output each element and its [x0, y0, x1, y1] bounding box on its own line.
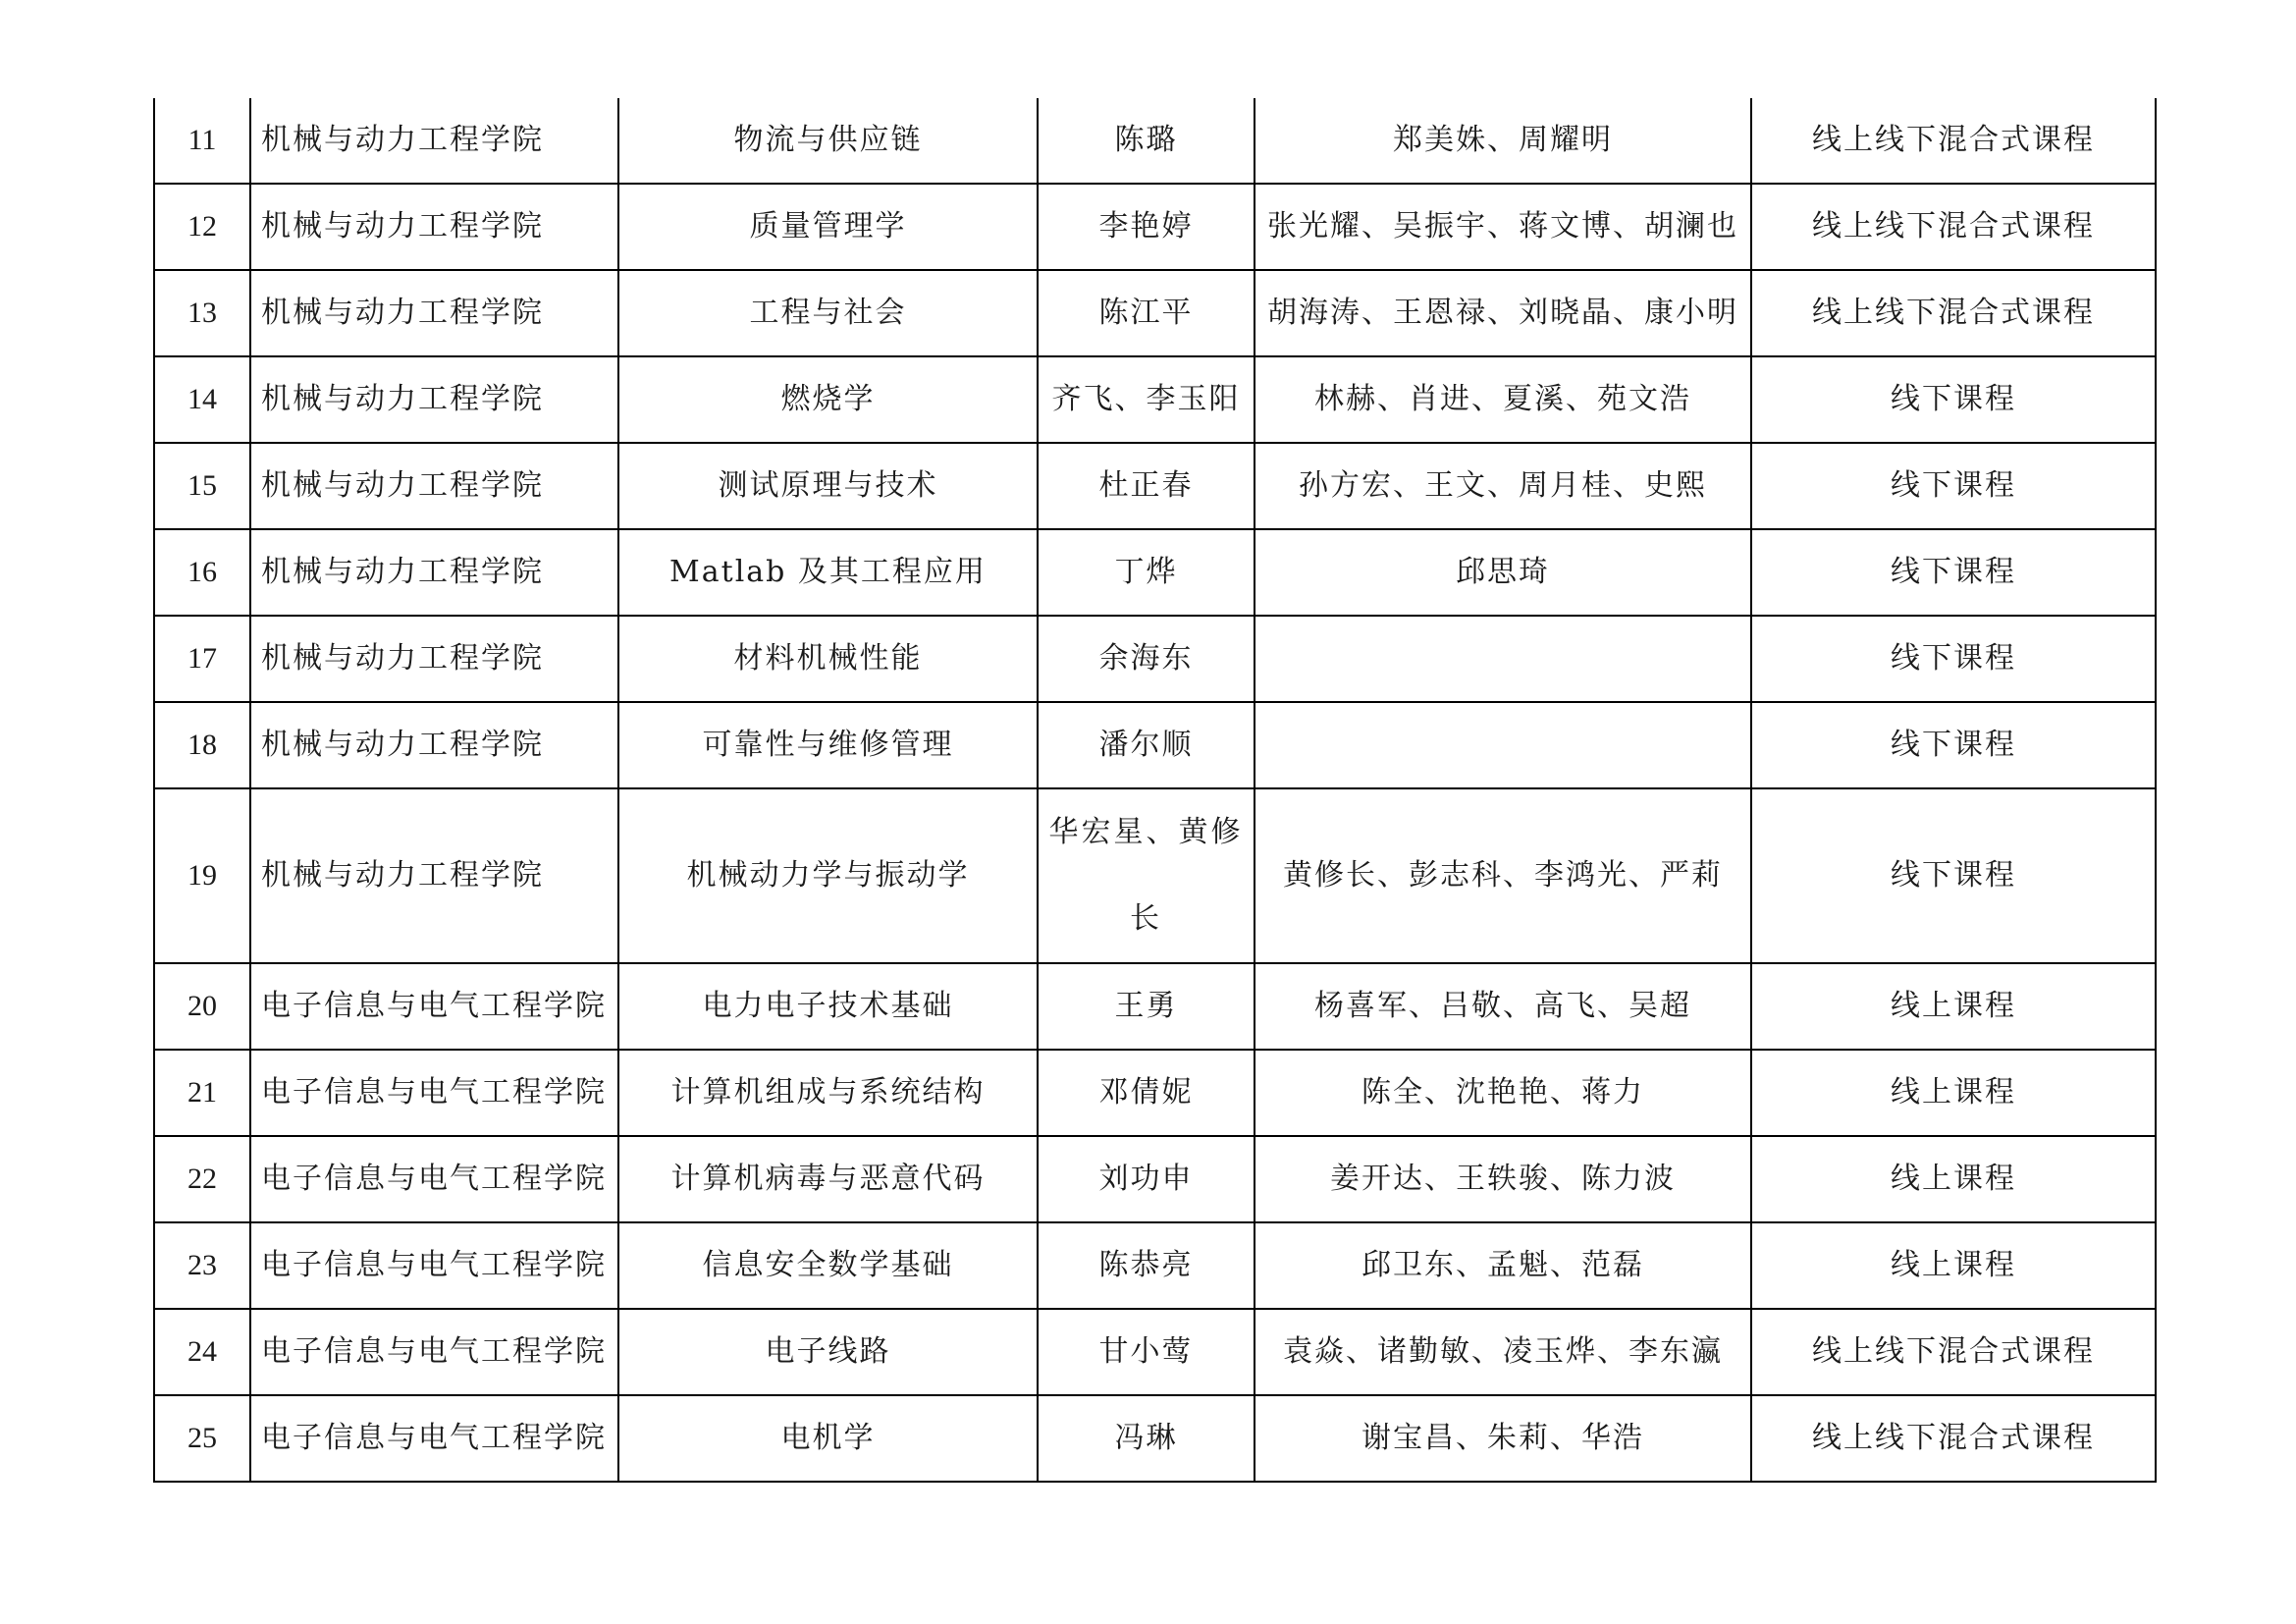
team-members-cell: 袁焱、诸勤敏、凌玉烨、李东瀛	[1255, 1309, 1751, 1395]
course-type-cell: 线下课程	[1751, 443, 2156, 529]
table-row	[154, 270, 2156, 356]
team-members-cell: 黄修长、彭志科、李鸿光、严莉	[1255, 788, 1751, 963]
course-name-cell: 计算机组成与系统结构	[618, 1050, 1038, 1136]
course-type-cell: 线上线下混合式课程	[1751, 184, 2156, 270]
team-members-cell	[1255, 702, 1751, 788]
course-type-cell: 线上线下混合式课程	[1751, 1395, 2156, 1482]
team-members-cell: 邱思琦	[1255, 529, 1751, 616]
course-name-cell: 机械动力学与振动学	[618, 788, 1038, 963]
college-cell: 机械与动力工程学院	[250, 616, 618, 702]
course-name-cell: 工程与社会	[618, 270, 1038, 356]
course-type-cell: 线上课程	[1751, 1050, 2156, 1136]
team-members-cell: 郑美姝、周耀明	[1255, 98, 1751, 184]
team-members-cell: 谢宝昌、朱莉、华浩	[1255, 1395, 1751, 1482]
course-type-cell: 线上线下混合式课程	[1751, 98, 2156, 184]
course-type-cell: 线上线下混合式课程	[1751, 1309, 2156, 1395]
course-name-cell: 电机学	[618, 1395, 1038, 1482]
college-cell: 机械与动力工程学院	[250, 184, 618, 270]
college-cell: 电子信息与电气工程学院	[250, 963, 618, 1050]
course-type-cell: 线上课程	[1751, 963, 2156, 1050]
lead-teacher-cell: 陈江平	[1038, 270, 1255, 356]
lead-teacher-cell: 丁烨	[1038, 529, 1255, 616]
row-number: 22	[154, 1136, 250, 1222]
table-row	[154, 356, 2156, 443]
course-name-cell: 物流与供应链	[618, 98, 1038, 184]
course-name-cell: 质量管理学	[618, 184, 1038, 270]
lead-teacher-cell: 杜正春	[1038, 443, 1255, 529]
lead-teacher-cell: 刘功申	[1038, 1136, 1255, 1222]
lead-teacher-cell: 华宏星、黄修长	[1038, 788, 1255, 963]
table-row	[154, 788, 2156, 963]
team-members-cell: 邱卫东、孟魁、范磊	[1255, 1222, 1751, 1309]
college-cell: 机械与动力工程学院	[250, 270, 618, 356]
course-name-cell: Matlab 及其工程应用	[618, 529, 1038, 616]
team-members-cell: 林赫、肖进、夏溪、苑文浩	[1255, 356, 1751, 443]
table-row	[154, 963, 2156, 1050]
team-members-cell: 陈全、沈艳艳、蒋力	[1255, 1050, 1751, 1136]
course-name-cell: 信息安全数学基础	[618, 1222, 1038, 1309]
team-members-cell: 姜开达、王轶骏、陈力波	[1255, 1136, 1751, 1222]
table-row	[154, 1050, 2156, 1136]
team-members-cell: 胡海涛、王恩禄、刘晓晶、康小明	[1255, 270, 1751, 356]
college-cell: 电子信息与电气工程学院	[250, 1222, 618, 1309]
college-cell: 机械与动力工程学院	[250, 98, 618, 184]
row-number: 13	[154, 270, 250, 356]
row-number: 11	[154, 98, 250, 184]
row-number: 14	[154, 356, 250, 443]
college-cell: 电子信息与电气工程学院	[250, 1309, 618, 1395]
course-table	[153, 98, 2157, 1483]
course-name-cell: 测试原理与技术	[618, 443, 1038, 529]
college-cell: 电子信息与电气工程学院	[250, 1395, 618, 1482]
row-number: 20	[154, 963, 250, 1050]
course-name-cell: 电子线路	[618, 1309, 1038, 1395]
course-type-cell: 线下课程	[1751, 616, 2156, 702]
course-type-cell: 线下课程	[1751, 356, 2156, 443]
table-row	[154, 529, 2156, 616]
team-members-cell	[1255, 616, 1751, 702]
row-number: 17	[154, 616, 250, 702]
lead-teacher-cell: 邓倩妮	[1038, 1050, 1255, 1136]
course-list-page	[153, 98, 2157, 1483]
course-type-cell: 线上课程	[1751, 1136, 2156, 1222]
row-number: 19	[154, 788, 250, 963]
lead-teacher-cell: 冯琳	[1038, 1395, 1255, 1482]
lead-teacher-cell: 甘小莺	[1038, 1309, 1255, 1395]
course-name-cell: 可靠性与维修管理	[618, 702, 1038, 788]
row-number: 21	[154, 1050, 250, 1136]
course-name-cell: 计算机病毒与恶意代码	[618, 1136, 1038, 1222]
row-number: 23	[154, 1222, 250, 1309]
row-number: 15	[154, 443, 250, 529]
course-type-cell: 线上课程	[1751, 1222, 2156, 1309]
college-cell: 机械与动力工程学院	[250, 788, 618, 963]
row-number: 24	[154, 1309, 250, 1395]
lead-teacher-cell: 齐飞、李玉阳	[1038, 356, 1255, 443]
college-cell: 机械与动力工程学院	[250, 356, 618, 443]
course-type-cell: 线上线下混合式课程	[1751, 270, 2156, 356]
row-number: 25	[154, 1395, 250, 1482]
college-cell: 电子信息与电气工程学院	[250, 1050, 618, 1136]
table-row	[154, 443, 2156, 529]
lead-teacher-cell: 陈璐	[1038, 98, 1255, 184]
course-name-cell: 材料机械性能	[618, 616, 1038, 702]
team-members-cell: 杨喜军、吕敬、高飞、吴超	[1255, 963, 1751, 1050]
table-row	[154, 1309, 2156, 1395]
college-cell: 机械与动力工程学院	[250, 529, 618, 616]
lead-teacher-cell: 潘尔顺	[1038, 702, 1255, 788]
college-cell: 机械与动力工程学院	[250, 443, 618, 529]
college-cell: 电子信息与电气工程学院	[250, 1136, 618, 1222]
table-row	[154, 184, 2156, 270]
lead-teacher-cell: 王勇	[1038, 963, 1255, 1050]
table-row	[154, 1222, 2156, 1309]
table-row	[154, 616, 2156, 702]
table-row	[154, 98, 2156, 184]
row-number: 18	[154, 702, 250, 788]
table-row	[154, 702, 2156, 788]
college-cell: 机械与动力工程学院	[250, 702, 618, 788]
lead-teacher-cell: 李艳婷	[1038, 184, 1255, 270]
table-row	[154, 1395, 2156, 1482]
course-name-cell: 电力电子技术基础	[618, 963, 1038, 1050]
row-number: 16	[154, 529, 250, 616]
course-name-cell: 燃烧学	[618, 356, 1038, 443]
course-type-cell: 线下课程	[1751, 788, 2156, 963]
course-type-cell: 线下课程	[1751, 529, 2156, 616]
table-row	[154, 1136, 2156, 1222]
row-number: 12	[154, 184, 250, 270]
team-members-cell: 张光耀、吴振宇、蒋文博、胡澜也	[1255, 184, 1751, 270]
lead-teacher-cell: 余海东	[1038, 616, 1255, 702]
lead-teacher-cell: 陈恭亮	[1038, 1222, 1255, 1309]
course-type-cell: 线下课程	[1751, 702, 2156, 788]
team-members-cell: 孙方宏、王文、周月桂、史熙	[1255, 443, 1751, 529]
